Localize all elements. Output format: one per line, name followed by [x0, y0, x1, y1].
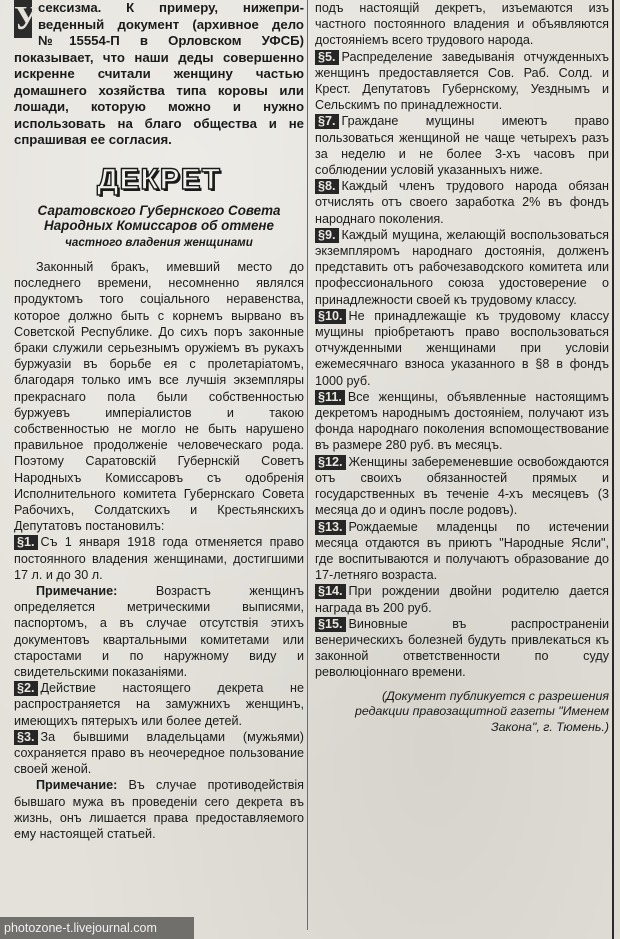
left-column [14, 0, 304, 920]
section-1 [14, 534, 304, 583]
decree-body-left [14, 259, 304, 842]
preamble-paragraph: Законный бракъ, имевший место до последнего времени, несомненно являлся продуктомъ того соціального неравенства, которое должно быть с корнемъ вырвано въ Советской Республике. До сихъ поръ законные браки служили серьезнымъ оружіемъ въ рукахъ буржуазіи въ борьбе ея с пролетаріатомъ, благодаря только имъ все лучшія экземпляры прекраснаго пола были собственностью буржуевъ имперіалистов и такою собственностью не могло не быть нарушено правильное продолженіе человеческаго рода. Поэтому Саратовскій Губернскій Советъ Народныхъ Комиссаровъ съ одобренія Исполнительного комитета Губернскаго Совета Рабочихъ, Солдатскихъ и Крестьянскихъ Депутатовъ постановилъ: [14, 259, 304, 534]
section-8 [315, 178, 609, 227]
section-number: §5. [315, 50, 339, 65]
publication-credit: (Документ публикуется с разрешения редакции правозащитной газеты "Именем Закона", г. Тюмень.) [355, 688, 609, 735]
right-column [315, 0, 609, 920]
decree-headline: ДЕКРЕТ [96, 162, 222, 196]
section-2 [14, 680, 304, 729]
section-number: §13. [315, 520, 346, 535]
intro-paragraph [14, 0, 304, 149]
note-2 [14, 777, 304, 842]
section-number: §7. [315, 114, 339, 129]
section-text: Все женщины, объявленные настоящимъ декретомъ народнымъ достояніем, получают изъ фонда народнаго поколения вспомоществование въ размере 280 руб. въ месяцъ. [315, 389, 609, 453]
section-number: §3. [14, 730, 38, 745]
section-4-continued: подъ настоящій декретъ, изъемаются изъ частного постоянного владения и объявляются достояніемъ всего трудового народа. [315, 1, 609, 48]
section-number: §9. [315, 228, 339, 243]
decree-body-right [315, 0, 609, 736]
section-text: Каждый членъ трудового народа обязан отчислять отъ своего заработка 2% въ фондъ народнаго поколения. [315, 179, 609, 226]
decree-subheadline [14, 203, 304, 251]
section-text: Съ 1 января 1918 года отменяется право постоянного владения женщинами, достигшими 17 л. и до 30 л. [14, 535, 304, 582]
watermark: photozone-t.livejournal.com [0, 917, 194, 939]
section-15 [315, 616, 609, 681]
section-text: Распределение заведыванія отчужденныхъ женщинъ предоставляется Сов. Раб. Солд. и Крест. Депутатовъ Губернскому, Уезднымъ и Сельскимъ по принадлежности. [315, 49, 609, 113]
note-label: Примечание: [36, 778, 118, 793]
section-5 [315, 49, 609, 114]
section-number: §11. [315, 390, 345, 405]
subhead-small: частного владения женщинами [65, 236, 253, 250]
section-3 [14, 729, 304, 778]
section-11 [315, 389, 609, 454]
section-14 [315, 583, 609, 615]
section-number: §10. [315, 309, 346, 324]
note-label: Примечание: [36, 583, 118, 598]
section-12 [315, 454, 609, 519]
section-number: §1. [14, 535, 38, 550]
section-13 [315, 519, 609, 584]
section-text: Действие настоящего декрета не распространяется на замужнихъ женщинъ, имеющихъ пятерыхъ или более детей. [14, 681, 304, 728]
section-number: §15. [315, 617, 346, 632]
section-text: Женщины забеременевшие освобождаются отъ своихъ обязанностей прямых и государственных въ теченіе 4-хъ месяцевъ (3 месяца до и одинъ после родовъ). [315, 454, 609, 518]
section-text: Виновные въ распространеніи венерическихъ болезней будуть привлекаться къ законной ответственности по суду революціоннаго времени. [315, 616, 609, 680]
note-text: Возрастъ женщинъ определяется метрическими выписями, паспортомъ, а въ случае отсутствія этихъ документовъ квартальными комитетами или старостами и по наружному виду и свидетельскими показаніями. [14, 583, 304, 679]
note-text: Въ случае противодействія бывшаго мужа въ проведеніи сего декрета въ жизнь, онъ лишается права предоставляемого ему настоящей статьей. [14, 778, 304, 841]
section-10 [315, 308, 609, 389]
note-1 [14, 583, 304, 680]
section-text: Каждый мущина, желающій воспользоваться экземпляромъ народнаго достоянія, долженъ представить отъ рабочезаводского комитета или профессионального союза удостоверение о принадлежности своей къ трудовому классу. [315, 227, 609, 307]
intro-text: сексизма. К примеру, нижепри- веденный документ (архивное дело №15554-П в Орловском УФСБ) показывает, что наши деды совершенно искренне считали женщину частью домашнего хозяйства типа коровы или лошади, которую можно и нужно использовать на благо общества и не спрашивая ее согласия. [14, 0, 304, 147]
section-7 [315, 113, 609, 178]
page-edge [612, 0, 614, 939]
subhead-main: Саратовского Губернского Совета Народных Комиссаров об отмене [37, 202, 281, 234]
section-number: §2. [14, 681, 38, 696]
section-number: §14. [315, 584, 346, 599]
drop-cap: У [14, 0, 39, 37]
section-number: §12. [315, 455, 346, 470]
section-text: При рождении двойни родителю дается награда въ 200 руб. [315, 584, 609, 615]
section-text: Не принадлежащіе къ трудовому классу мущины пріобретаютъ право воспользоваться отчужденными женщинами при условіи ежемесячнаго взноса указанного в §8 в фондъ 1000 руб. [315, 308, 609, 388]
section-text: За бывшими владельцами (мужьями) сохраняется право въ неочередное пользование своей женой. [14, 729, 304, 777]
section-number: §8. [315, 179, 339, 194]
section-text: Рождаемые младенцы по истечении месяца отдаются въ приютъ "Народные Ясли", где воспитываются и получаютъ образование до 17-летняго возраста. [315, 519, 609, 583]
section-9 [315, 227, 609, 308]
column-divider [307, 0, 308, 930]
section-text: Граждане мущины имеютъ право пользоваться женщиной не чаще четырехъ разъ за неделю и не более 3-хъ часовъ при соблюдении условій указанныхъ ниже. [315, 114, 609, 178]
